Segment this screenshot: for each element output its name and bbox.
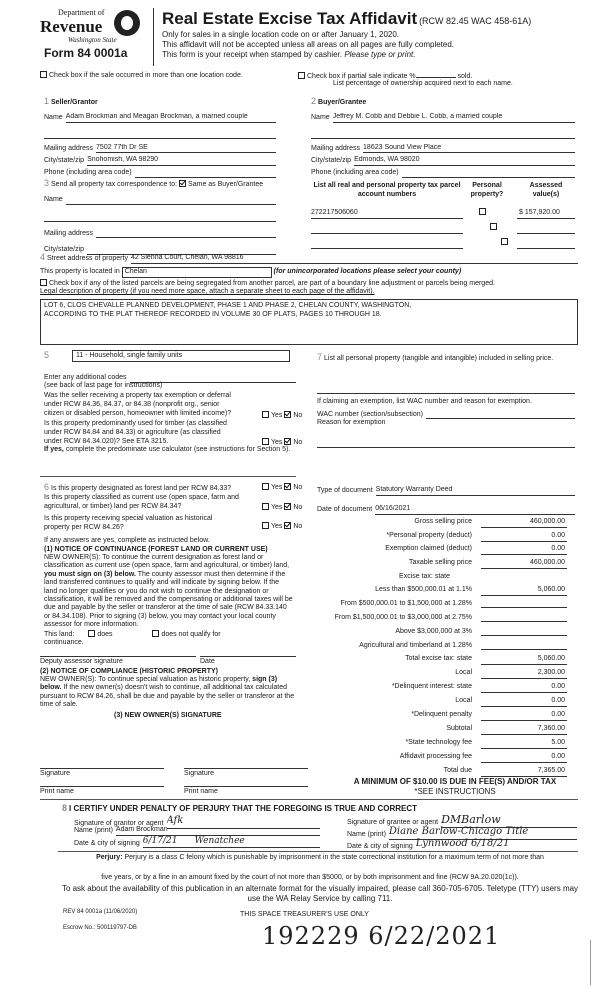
fee-tier-1: Less than $500,000.01 at 1.1% 5,060.00 [300,586,600,599]
fee-value[interactable]: 460,000.00 [481,559,567,569]
fee-value[interactable] [481,614,567,622]
q-historical: Is this property receiving special valuation as historical property per RCW 84.26? [44,515,213,531]
q-tax-exemption: Was the seller receiving a property tax exemption or deferral under RCW 84.36, 84.37, or 84.38 (nonprofit org., senior citizen or disabled person, homeowner with limited income)? [44,392,232,417]
section7 [317,352,575,448]
see-instructions-note: *SEE INSTRUCTIONS [414,787,496,796]
grantee-date-city-row: Date & city of signing Lynnwood 6/18/21 [347,838,577,852]
fee-value[interactable]: 5,060.00 [481,586,567,596]
street-address-row: 4 Street address of property 42 Sienna Court, Chelan, WA 98816 [40,252,578,264]
fee-delinquent-interest-local: Local 0.00 [300,697,600,710]
fee-value[interactable] [481,600,567,608]
seller-section [44,96,276,178]
does-not-qualify-checkbox[interactable] [152,630,159,637]
perjury-text: Perjury: Perjury is a class C felony which is punishable by imprisonment in the state correctional institution for a maximum term of not more than [96,854,544,861]
grantee-date-city-field[interactable]: Lynnwood 6/18/21 [416,838,577,852]
fee-value[interactable]: 7,360.00 [481,725,567,735]
yes-checkbox[interactable] [262,483,269,490]
perjury-text-2: five years, or by a fine in an amount fixed by the court of not more than $5000, or by both imprisonment and fine (RCW 9A.20.020(1c)). [101,874,519,881]
located-in-row: This property is located in Chelan (for unincorporated locations please select your county) [40,267,578,278]
additional-codes-row: Enter any additional codes [44,374,296,383]
fee-tier-3: From $1,500,000.01 to $3,000,000 at 2.75% [300,614,600,627]
fee-state-technology: *State technology fee 5.00 [300,739,600,752]
certify-heading: 8 I CERTIFY UNDER PENALTY OF PERJURY THAT THE FOREGOING IS TRUE AND CORRECT [62,803,418,813]
grantee-signature-row: Signature of grantee or agent DMBarlow [347,813,577,828]
grantee-name-row: Name (print) Diane Barlow-Chicago Title [347,826,577,840]
does-qualify-checkbox[interactable] [88,630,95,637]
new-owner-print-name-1[interactable]: Print name [40,786,164,797]
seller-mailing-row: Mailing address 7502 77th Dr SE [44,144,276,154]
document-type-field[interactable]: Statutory Warranty Deed [376,486,575,496]
parcel-number-field[interactable]: 272217506060 [311,209,463,219]
reason-for-exemption-field[interactable] [317,442,575,448]
fee-value[interactable]: 0.00 [481,545,567,555]
this-land-row: This land: does does not qualify for [44,631,221,638]
seller-name-line2[interactable] [44,131,276,139]
partial-sale-checkbox-row[interactable]: Check box if partial sale indicate % sold. [298,71,472,82]
fee-total-excise-state: Total excise tax: state 5,060.00 [300,655,600,668]
fee-delinquent-interest-state: *Delinquent interest: state 0.00 [300,683,600,696]
personal-property-field[interactable] [317,386,575,394]
buyer-phone-field[interactable] [402,170,575,178]
fee-exemption-claimed: Exemption claimed (deduct) 0.00 [300,545,600,558]
assessed-value-field[interactable]: $ 157,920.00 [517,209,575,219]
buyer-mailing-field[interactable]: 18623 Sound View Place [363,144,575,154]
perjury-divider [58,851,578,852]
minimum-due-note: A MINIMUM OF $10.00 IS DUE IN FEE(S) AND/OR TAX [353,777,557,786]
notice-continuance-text: NEW OWNER(S): To continue the current designation as forest land or classification as current use (open space, farm and agricultural, or timber) land, you must sign on (3) below. The county assessor must then determine if the land transferred continues to qualify and will indicate by signing below. If the land no longer qualifies or you do not wish to continue the designation or classification, it will be removed and the compensating or additional taxes will be due and payable by the seller or transferor at the time of sale (RCW 84.33.140 or 84.34.108). Prior to signing (3) below, you may contact your local county assessor for more information. [44,554,293,629]
fee-value[interactable]: 2,300.00 [481,669,567,679]
land-use-code-select[interactable]: 11 - Household, single family units [72,350,290,362]
new-owner-signature-heading: (3) NEW OWNER(S) SIGNATURE [114,712,222,719]
located-in-select[interactable]: Chelan [122,267,272,278]
fee-personal-property: *Personal property (deduct) 0.00 [300,532,600,545]
deputy-assessor-signature-field[interactable]: Deputy assessor signature [40,656,196,667]
fee-value[interactable]: 0.00 [481,532,567,542]
correspondence-mailing-field[interactable] [96,230,276,238]
section8-divider [40,799,578,800]
reason-for-exemption-label: Reason for exemption [317,419,386,427]
fee-gross-selling-price: Gross selling price 460,000.00 [300,518,600,531]
continuance-label: continuance. [44,639,84,646]
correspondence-section [44,178,276,255]
grantor-date-city-row: Date & city of signing 6/17/21 Wenatchee [74,836,320,848]
title-citation: (RCW 82.45 WAC 458-61A) [419,16,532,26]
fee-value[interactable]: 7,365.00 [481,767,567,777]
header-note: Only for sales in a single location code on or after January 1, 2020. [162,30,400,39]
buyer-name-field[interactable]: Jeffrey M. Cobb and Debbie L. Cobb, a married couple [333,113,575,123]
dor-logo [30,6,160,64]
notice-compliance-heading: (2) NOTICE OF COMPLIANCE (HISTORIC PROPERTY) [40,668,218,675]
multi-location-checkbox-row[interactable]: Check box if the sale occurred in more than one location code. [40,71,243,81]
fee-value[interactable]: 0.00 [481,753,567,763]
correspondence-city-row: City/state/zip [44,246,276,255]
parcel-number-field[interactable] [311,224,463,234]
assessed-col-header: Assessed value(s) [529,182,563,198]
scan-edge-mark [590,940,591,985]
buyer-city-row: City/state/zip Edmonds, WA 98020 [311,156,575,166]
logo-state: Washington State [68,36,117,44]
personal-property-checkbox[interactable] [490,223,497,230]
correspondence-mailing-row: Mailing address [44,230,276,239]
segregated-checkbox[interactable] [40,279,47,286]
personal-property-label: 7 List all personal property (tangible and intangible) included in selling price. [317,352,554,362]
seller-name-field[interactable]: Adam Brockman and Meagan Brockman, a married couple [66,113,276,123]
same-as-buyer-checkbox[interactable] [179,180,186,187]
partial-sale-checkbox[interactable] [298,72,305,79]
fee-value[interactable]: 0.00 [481,697,567,707]
yes-no-historical: Yes No [262,522,302,532]
seller-phone-row: Phone (including area code) [44,169,276,178]
section-divider [40,476,296,477]
fee-taxable-selling-price: Taxable selling price 460,000.00 [300,559,600,572]
buyer-mailing-row: Mailing address 18623 Sound View Place [311,144,575,154]
document-type-row: Type of document Statutory Warranty Deed [317,486,575,496]
yes-no-exemption: Yes No [262,411,302,421]
wac-number-field[interactable] [426,411,575,419]
segregated-checkbox-row[interactable]: Check box if any of the listed parcels are being segregated from another parcel, are part of a boundary line adjustment or parcels being merged. [40,279,578,289]
q-timber-note: If yes, complete the predominate use calculator (see instructions for Section 5). [44,446,291,453]
fee-agricultural: Agricultural and timberland at 1.28% [300,642,600,655]
fee-tier-4: Above $3,000,000 at 3% [300,628,600,641]
correspondence-name-field[interactable] [66,197,276,205]
header-notes [162,30,454,60]
fee-subtotal: Subtotal 7,360.00 [300,725,600,738]
buyer-name-line2[interactable] [311,131,575,139]
yes-no-current-use: Yes No [262,503,302,513]
document-date-field[interactable]: 06/16/2021 [375,505,575,515]
title-text: Real Estate Excise Tax Affidavit [162,9,418,28]
parcel-number-field[interactable] [311,239,463,249]
partial-sale-percent-field[interactable] [416,71,456,78]
fee-total-due: Total due 7,365.00 [300,767,600,780]
personal-property-checkbox[interactable] [501,238,508,245]
yes-checkbox[interactable] [262,503,269,510]
yes-no-timber: Yes No [262,438,302,448]
q-timber-agriculture: Is this property predominantly used for timber (as classified under RCW 84.84 and 84.33) or agriculture (as classified under RCW 84.34.020)? See ETA 3215. [44,420,227,445]
header-note: This affidavit will not be accepted unless all areas on all pages are fully completed. [162,40,455,49]
buyer-section [311,96,575,178]
no-checkbox[interactable] [284,503,291,510]
accessibility-note: To ask about the availability of this publication in an alternate format for the visually impaired, please call 360-705-6705. Teletype (TTY) users may use the WA Relay Service by calling 711. [61,884,579,903]
located-in-note: (for unincorporated locations please select your county) [273,267,462,275]
wac-number-row: WAC number (section/subsection) [317,411,575,420]
fee-value[interactable]: 5,060.00 [481,655,567,665]
seller-city-field[interactable]: Snohomish, WA 98290 [87,156,276,166]
parcel-table [311,182,575,216]
multi-location-checkbox[interactable] [40,71,47,78]
buyer-heading: 2 Buyer/Grantee [311,96,367,106]
street-address-field[interactable]: 42 Sienna Court, Chelan, WA 98816 [131,254,578,264]
dor-logo-icon [114,10,140,36]
fee-value[interactable]: 0.00 [481,711,567,721]
assessed-value-field[interactable] [517,239,575,249]
page-title [162,8,531,29]
logo-agency: Revenue [40,17,103,36]
header-divider [153,8,154,66]
correspondence-name-row: Name [44,196,276,205]
grantor-date-city-field[interactable]: 6/17/21 Wenatchee [143,836,320,848]
seller-phone-field[interactable] [135,170,276,178]
additional-codes-note: (see back of last page for instructions) [44,382,163,389]
new-owner-signature-2[interactable]: Signature [184,768,308,779]
fee-value[interactable]: 5.00 [481,739,567,749]
fee-delinquent-penalty: *Delinquent penalty 0.00 [300,711,600,724]
document-date-row: Date of document 06/16/2021 [317,505,575,515]
fee-affidavit-processing: Affidavit processing fee 0.00 [300,753,600,766]
header-note: This form is your receipt when stamped by cashier. Please type or print. [162,50,416,59]
parcel-col-header: List all real and personal property tax parcel account numbers [313,182,461,198]
no-checkbox[interactable] [284,483,291,490]
fee-local: Local 2,300.00 [300,669,600,682]
seller-city-row: City/state/zip Snohomish, WA 98290 [44,156,276,166]
form-number: Form 84 0001a [44,46,128,60]
yes-checkbox[interactable] [262,411,269,418]
personal-col-header: Personal property? [470,182,504,198]
buyer-name-row: Name Jeffrey M. Cobb and Debbie L. Cobb, a married couple [311,113,575,123]
seller-heading: 1 Seller/Grantor [44,96,98,106]
exemption-label: If claiming an exemption, list WAC number and reason for exemption. [317,397,532,405]
legal-description-field[interactable]: LOT 6, CLOS CHEVALLE PLANNED DEVELOPMENT, PHASE 1 AND PHASE 2, CHELAN COUNTY, WASHINGTON, ACCORDING TO THE PLAT THEREOF RECORDED IN VOLUME 30 OF PLATS, PAGES 10 THROUGH 18. [40,299,578,345]
seller-mailing-field[interactable]: 7502 77th Dr SE [96,144,276,154]
grantor-name-row: Name (print) Adam Brockman [74,826,320,836]
escrow-number: Escrow No.: 500119797-DB [63,925,137,931]
grantor-name-field[interactable]: Adam Brockman [116,826,320,836]
assessed-value-field[interactable] [517,224,575,234]
personal-property-checkbox[interactable] [479,208,486,215]
yes-checkbox[interactable] [262,522,269,529]
q-forest-land: 6 Is this property designated as forest land per RCW 84.33? [44,482,232,492]
yes-no-forest: Yes No [262,483,302,493]
fee-value[interactable]: 460,000.00 [481,518,567,528]
new-owner-print-name-2[interactable]: Print name [184,786,308,797]
treasurer-use-label: THIS SPACE TREASURER'S USE ONLY [240,911,369,918]
grantee-signature-field[interactable]: DMBarlow [441,813,577,828]
seller-name-row: Name Adam Brockman and Meagan Brockman, a married couple [44,113,276,123]
fee-value[interactable]: 0.00 [481,683,567,693]
buyer-city-field[interactable]: Edmonds, WA 98020 [354,156,575,166]
partial-sale-note: List percentage of ownership acquired next to each name. [333,80,513,87]
no-checkbox[interactable] [284,438,291,445]
treasurer-stamp: 192229 6/22/2021 [262,922,501,950]
fee-excise-tax-state-label: Excise tax: state [399,573,450,580]
section6-instructions: If any answers are yes, complete as instructed below. [44,537,210,544]
grantor-signature-field[interactable]: Afk [167,815,320,829]
fee-tier-2: From $500,000.01 to $1,500,000 at 1.28% [300,600,600,613]
grantor-signature-row: Signature of grantor or agent Afk [74,815,320,829]
fee-value[interactable] [481,642,567,650]
buyer-phone-row: Phone (including area code) [311,169,575,178]
correspondence-name-line2[interactable] [44,214,276,222]
yes-checkbox[interactable] [262,438,269,445]
grantee-name-field[interactable]: Diane Barlow-Chicago Title [389,826,577,840]
no-checkbox[interactable] [284,411,291,418]
q-current-use: Is this property classified as current use (open space, farm and agricultural, or timber) land per RCW 84.34? [44,494,239,510]
deputy-date-field[interactable]: Date [200,656,296,667]
property-section [40,252,578,345]
notice-compliance-text: NEW OWNER(S): To continue special valuation as historic property, sign (3) below. If the new owner(s) doesn't wish to continue, all additional tax calculated pursuant to RCW 84.26, shall be due and payable by the seller or transferor at the time of sale. [40,676,295,709]
fee-value[interactable] [481,628,567,636]
correspondence-heading: 3 Send all property tax correspondence to: Same as Buyer/Grantee [44,178,264,188]
revision-label: REV 84 0001a (11/06/2020) [63,909,138,915]
notice-continuance-heading: (1) NOTICE OF CONTINUANCE (FOREST LAND OR CURRENT USE) [44,546,268,553]
no-checkbox[interactable] [284,522,291,529]
logo-dept-line: Department of [58,8,105,17]
new-owner-signature-1[interactable]: Signature [40,768,164,779]
legal-description-label: Legal description of property (if you need more space, attach a separate sheet to each page of the affidavit). [40,288,375,296]
